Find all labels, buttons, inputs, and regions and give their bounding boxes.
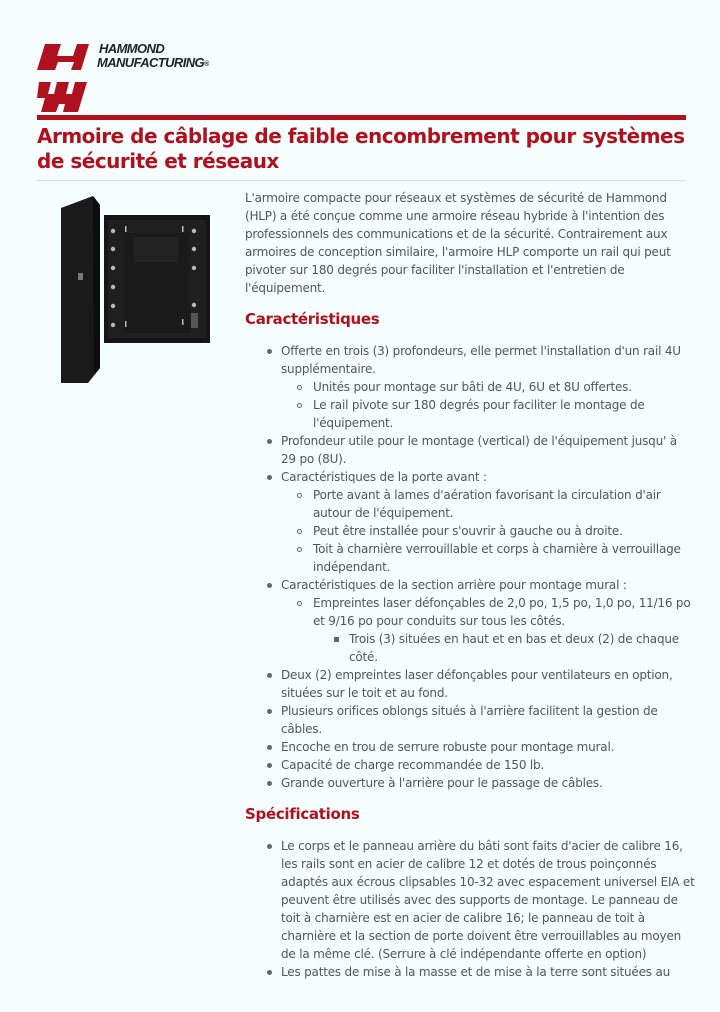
- feature-sublist: [279, 486, 695, 576]
- specification-item: Les pattes de mise à la masse et de mise à la terre sont situées au: [245, 963, 695, 981]
- feature-subitem: Peut être installée pour s'ouvrir à gauche ou à droite.: [277, 522, 695, 540]
- registered-mark: ®: [204, 61, 209, 68]
- feature-item: Plusieurs orifices oblongs situés à l'arrière facilitent la gestion de câbles.: [245, 702, 695, 738]
- brand-line2: MANUFACTURING: [97, 55, 205, 70]
- feature-item: Grande ouverture à l'arrière pour le passage de câbles.: [245, 774, 695, 792]
- feature-item: Caractéristiques de la porte avant : Porte avant à lames d'aération favorisant la circulation d'air autour de l'équipement. Peut être installée pour s'ouvrir à gauche ou à droite. Toit à charnière verrouillable et corps à charnière à verrouillage indépendant.: [245, 468, 695, 576]
- brand-line1: HAMMOND: [99, 41, 165, 56]
- feature-subitem: Le rail pivote sur 180 degrés pour faciliter le montage de l'équipement.: [277, 396, 695, 432]
- feature-item: Capacité de charge recommandée de 150 lb.: [245, 756, 695, 774]
- feature-subitem: Empreintes laser défonçables de 2,0 po, 1,5 po, 1,0 po, 11/16 po et 9/16 po pour conduits sur tous les côtés. Trois (3) situées en haut et en bas et deux (2) de chaque côté.: [277, 594, 695, 666]
- hammond-logo-mark-icon: [37, 42, 89, 114]
- specification-item: Le corps et le panneau arrière du bâti sont faits d'acier de calibre 16, les rails sont en acier de calibre 12 et dotés de trous poinçonnés adaptés aux écrous clipsables 10-32 avec espacement universel EIA et peuvent être utilisés avec des supports de montage. Le panneau de toit à charnière est en acier de calibre 16; le panneau de toit à charnière et la section de porte doivent être verrouillables au moyen de la même clé. (Serrure à clé indépendante offerte en option): [245, 837, 695, 963]
- feature-subsublist: [313, 630, 695, 666]
- feature-item: Deux (2) empreintes laser défonçables pour ventilateurs en option, situées sur le toit et au fond.: [245, 666, 695, 702]
- feature-item: Encoche en trou de serrure robuste pour montage mural.: [245, 738, 695, 756]
- feature-subitem: Toit à charnière verrouillable et corps à charnière à verrouillage indépendant.: [277, 540, 695, 576]
- brand-wordmark: [97, 42, 209, 72]
- feature-subitem: Porte avant à lames d'aération favorisant la circulation d'air autour de l'équipement.: [277, 486, 695, 522]
- features-list: [245, 342, 695, 792]
- feature-subsubitem: Trois (3) situées en haut et en bas et deux (2) de chaque côté.: [313, 630, 695, 666]
- feature-item: Profondeur utile pour le montage (vertical) de l'équipement jusqu' à 29 po (8U).: [245, 432, 695, 468]
- specifications-list: [245, 837, 695, 981]
- feature-item: Caractéristiques de la section arrière pour montage mural : Empreintes laser défonçables de 2,0 po, 1,5 po, 1,0 po, 11/16 po et 9/16 po pour conduits sur tous les côtés. Trois (3) situées en haut et en bas et deux (2) de chaque côté.: [245, 576, 695, 666]
- specifications-heading: Spécifications: [245, 805, 360, 823]
- feature-item: Offerte en trois (3) profondeurs, elle permet l'installation d'un rail 4U supplémentaire. Unités pour montage sur bâti de 4U, 6U et 8U offertes. Le rail pivote sur 180 degrés pour faciliter le montage de l'équipement.: [245, 342, 695, 432]
- intro-paragraph: L'armoire compacte pour réseaux et systèmes de sécurité de Hammond (HLP) a été conçue comme une armoire réseau hybride à l'intention des professionnels des communications et de la sécurité. Contrairement aux armoires de conception similaire, l'armoire HLP comporte un rail qui peut pivoter sur 180 degrés pour faciliter l'installation et l'entretien de l'équipement.: [245, 191, 671, 295]
- feature-sublist: [279, 594, 695, 666]
- feature-subitem: Unités pour montage sur bâti de 4U, 6U et 8U offertes.: [277, 378, 695, 396]
- page-title: Armoire de câblage de faible encombrement pour systèmes de sécurité et réseaux: [37, 124, 685, 173]
- feature-sublist: [279, 378, 695, 432]
- features-heading: Caractéristiques: [245, 310, 380, 328]
- title-divider: [37, 180, 686, 181]
- hammond-logo[interactable]: [37, 42, 237, 112]
- product-description: [245, 189, 695, 981]
- header-divider: [37, 115, 686, 120]
- product-image: [58, 193, 218, 383]
